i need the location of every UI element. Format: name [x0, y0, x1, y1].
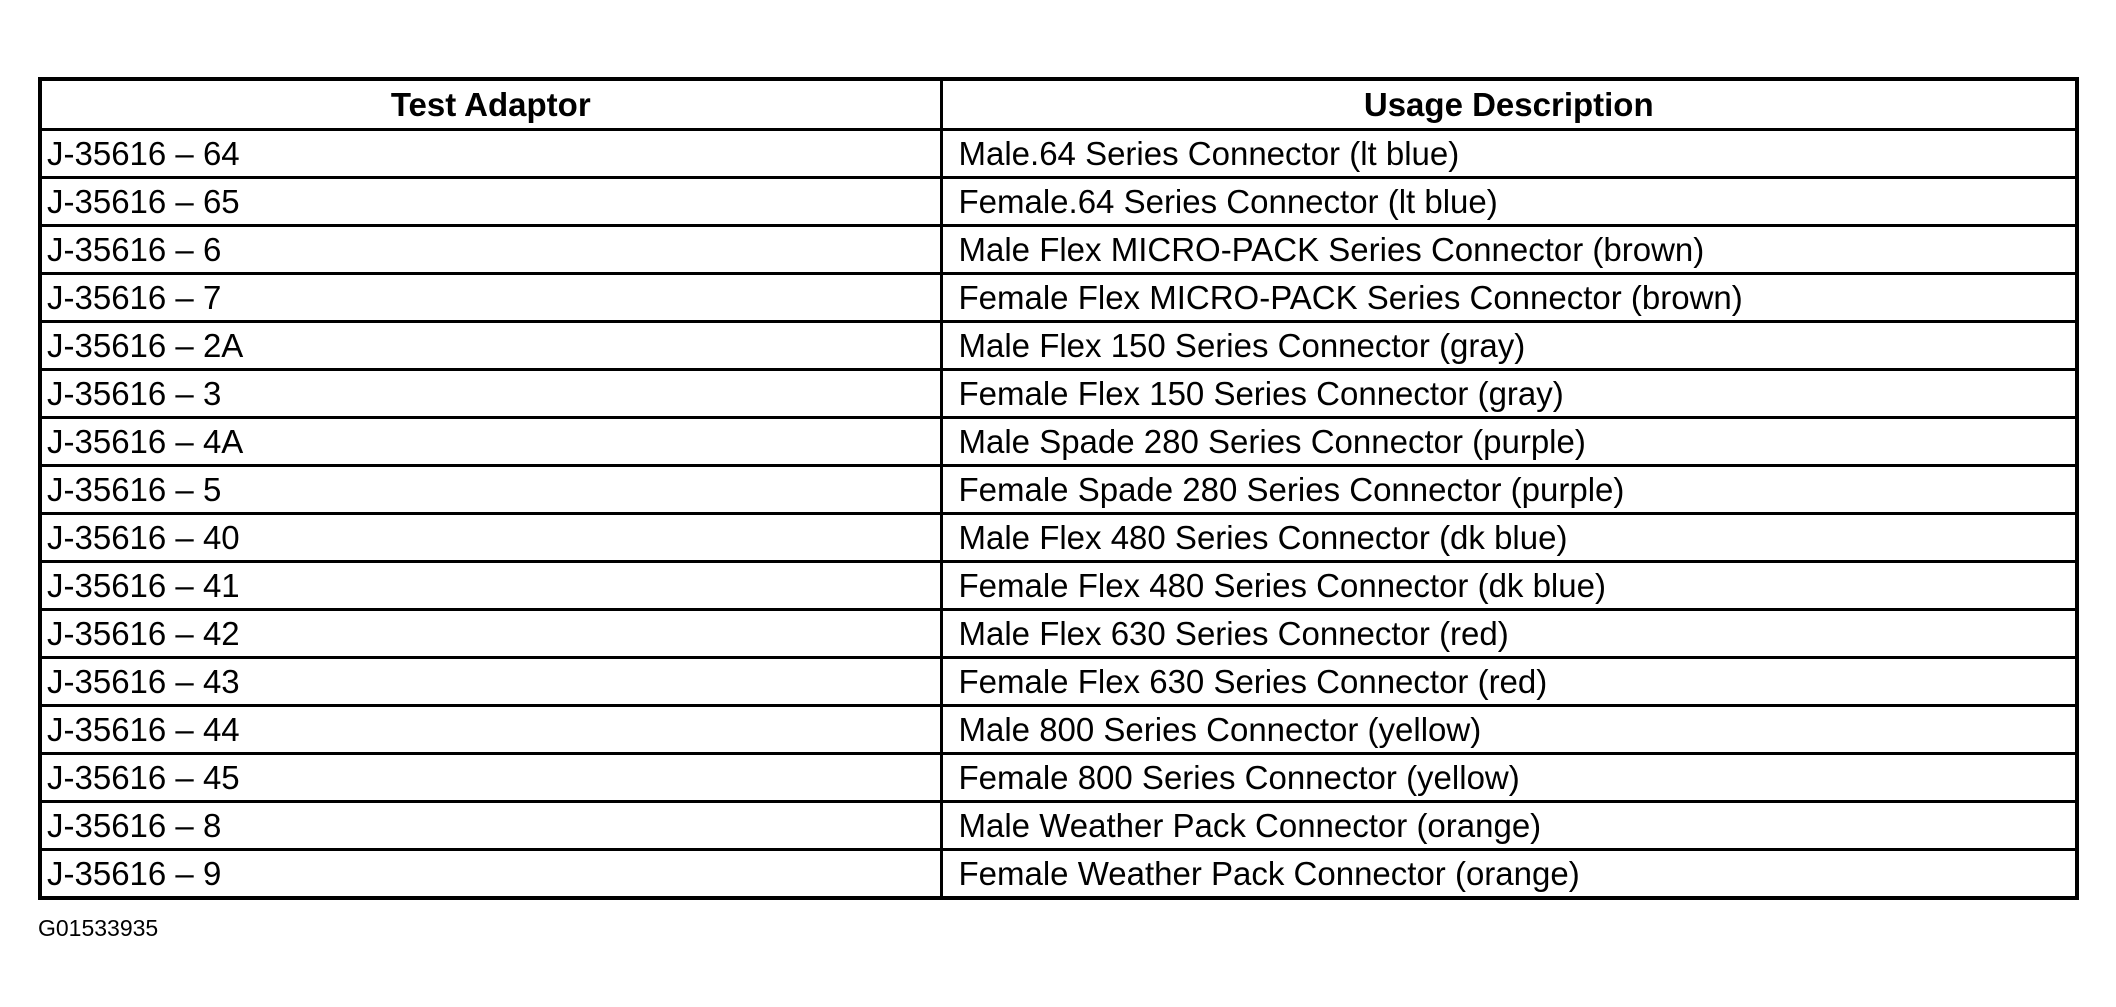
adaptor-table [38, 77, 2079, 900]
adaptor-cell: J-35616 – 7 [40, 274, 941, 322]
adaptor-cell: J-35616 – 43 [40, 658, 941, 706]
description-cell: Female Flex MICRO-PACK Series Connector (brown) [941, 274, 2077, 322]
adaptor-cell: J-35616 – 5 [40, 466, 941, 514]
table-row [40, 466, 2077, 514]
description-cell: Male.64 Series Connector (lt blue) [941, 130, 2077, 178]
description-cell: Female 800 Series Connector (yellow) [941, 754, 2077, 802]
description-cell: Male Flex 150 Series Connector (gray) [941, 322, 2077, 370]
table-row [40, 274, 2077, 322]
adaptor-cell: J-35616 – 8 [40, 802, 941, 850]
table-row [40, 370, 2077, 418]
description-cell: Female Flex 630 Series Connector (red) [941, 658, 2077, 706]
description-cell: Male Flex 630 Series Connector (red) [941, 610, 2077, 658]
adaptor-cell: J-35616 – 2A [40, 322, 941, 370]
table-row [40, 514, 2077, 562]
description-cell: Male Flex MICRO-PACK Series Connector (brown) [941, 226, 2077, 274]
adaptor-cell: J-35616 – 40 [40, 514, 941, 562]
header-test-adaptor: Test Adaptor [40, 79, 941, 130]
table-row [40, 802, 2077, 850]
description-cell: Female Spade 280 Series Connector (purple) [941, 466, 2077, 514]
description-cell: Female Flex 150 Series Connector (gray) [941, 370, 2077, 418]
description-cell: Male 800 Series Connector (yellow) [941, 706, 2077, 754]
adaptor-cell: J-35616 – 9 [40, 850, 941, 899]
description-cell: Male Flex 480 Series Connector (dk blue) [941, 514, 2077, 562]
adaptor-cell: J-35616 – 42 [40, 610, 941, 658]
table-row [40, 178, 2077, 226]
table-row [40, 562, 2077, 610]
description-cell: Male Spade 280 Series Connector (purple) [941, 418, 2077, 466]
adaptor-cell: J-35616 – 45 [40, 754, 941, 802]
description-cell: Female.64 Series Connector (lt blue) [941, 178, 2077, 226]
table-row [40, 706, 2077, 754]
table-row [40, 850, 2077, 899]
adaptor-table-container [38, 77, 2079, 900]
table-row [40, 418, 2077, 466]
header-usage-description: Usage Description [941, 79, 2077, 130]
adaptor-cell: J-35616 – 65 [40, 178, 941, 226]
figure-id-label: G01533935 [38, 915, 159, 941]
adaptor-cell: J-35616 – 64 [40, 130, 941, 178]
table-row [40, 658, 2077, 706]
description-cell: Female Weather Pack Connector (orange) [941, 850, 2077, 899]
table-row [40, 754, 2077, 802]
adaptor-cell: J-35616 – 44 [40, 706, 941, 754]
adaptor-cell: J-35616 – 3 [40, 370, 941, 418]
table-row [40, 226, 2077, 274]
table-row [40, 130, 2077, 178]
table-row [40, 610, 2077, 658]
adaptor-cell: J-35616 – 4A [40, 418, 941, 466]
description-cell: Male Weather Pack Connector (orange) [941, 802, 2077, 850]
table-row [40, 322, 2077, 370]
description-cell: Female Flex 480 Series Connector (dk blue) [941, 562, 2077, 610]
adaptor-cell: J-35616 – 41 [40, 562, 941, 610]
table-header-row [40, 79, 2077, 130]
adaptor-cell: J-35616 – 6 [40, 226, 941, 274]
